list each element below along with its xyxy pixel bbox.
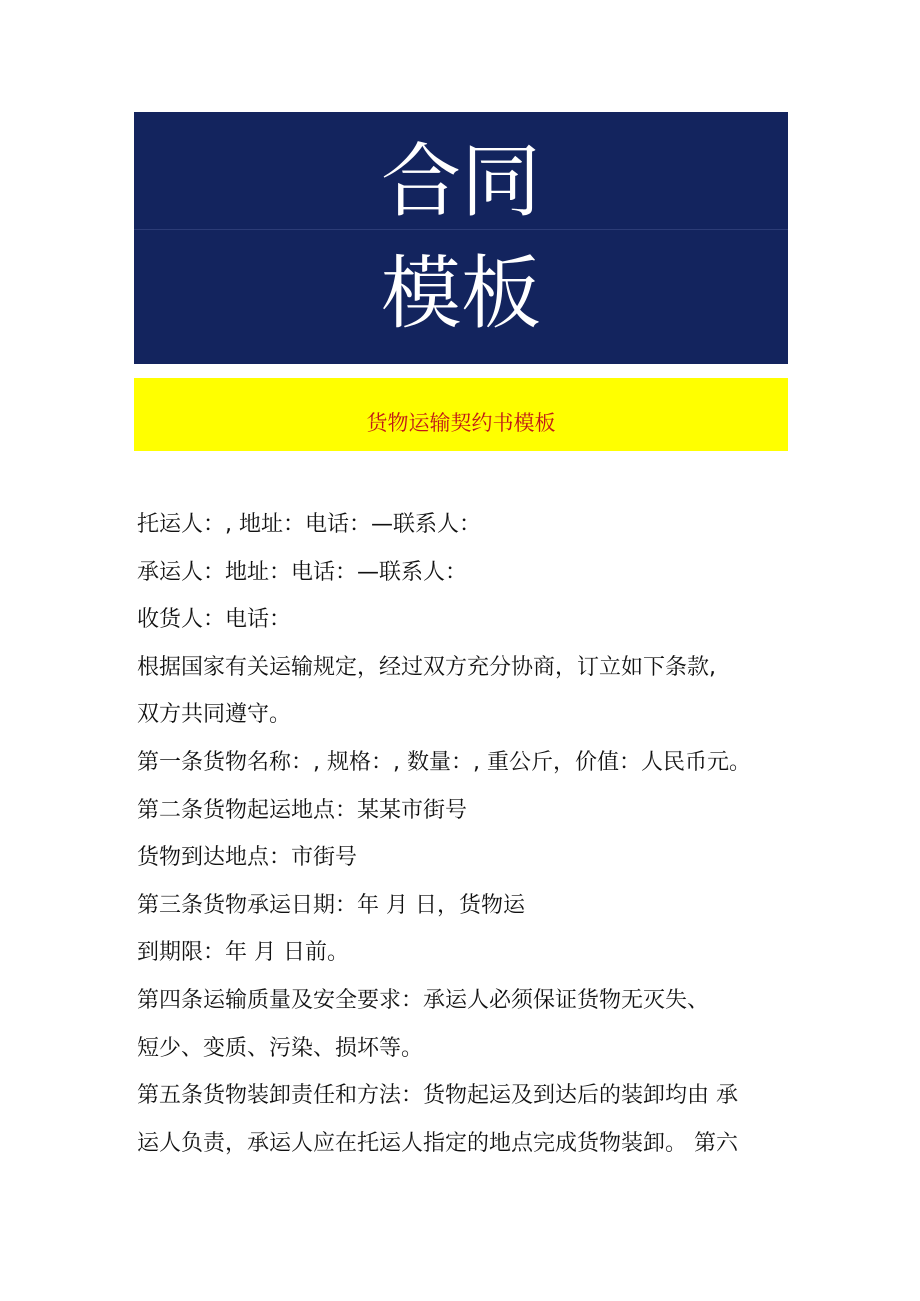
body-line: 运人负责，承运人应在托运人指定的地点完成货物装卸。 第六: [137, 1130, 738, 1156]
subtitle-band: [134, 378, 788, 451]
body-line: 承运人：地址：电话：—联系人：: [137, 559, 468, 585]
body-line: 第五条货物装卸责任和方法：货物起运及到达后的装卸均由 承: [137, 1083, 738, 1109]
body-line: 根据国家有关运输规定，经过双方充分协商，订立如下条款,: [137, 654, 716, 680]
body-line: 第二条货物起运地点：某某市街号: [137, 797, 468, 823]
body-line: 货物到达地点：市街号: [137, 845, 358, 871]
body-line: 双方共同遵守。: [137, 702, 292, 728]
body-line: 短少、变质、污染、损坏等。: [137, 1035, 424, 1061]
title-banner: [134, 112, 788, 364]
body-line: 到期限：年 月 日前。: [137, 940, 349, 966]
body-line: 第一条货物名称：, 规格：, 数量：, 重公斤，价值：人民币元。: [137, 749, 751, 775]
body-line: 第四条运输质量及安全要求：承运人必须保证货物无灭失、: [137, 987, 710, 1013]
body-line: 收货人：电话：: [137, 607, 292, 633]
banner-divider: [134, 229, 788, 230]
banner-title-bottom: 模板: [381, 247, 541, 340]
body-line: 第三条货物承运日期：年 月 日，货物运: [137, 892, 525, 918]
banner-title-top: 合同: [381, 135, 541, 228]
document-subtitle: 货物运输契约书模板: [366, 410, 556, 435]
contract-body: [137, 501, 787, 1167]
body-line: 托运人：, 地址：电话：—联系人：: [137, 512, 481, 537]
